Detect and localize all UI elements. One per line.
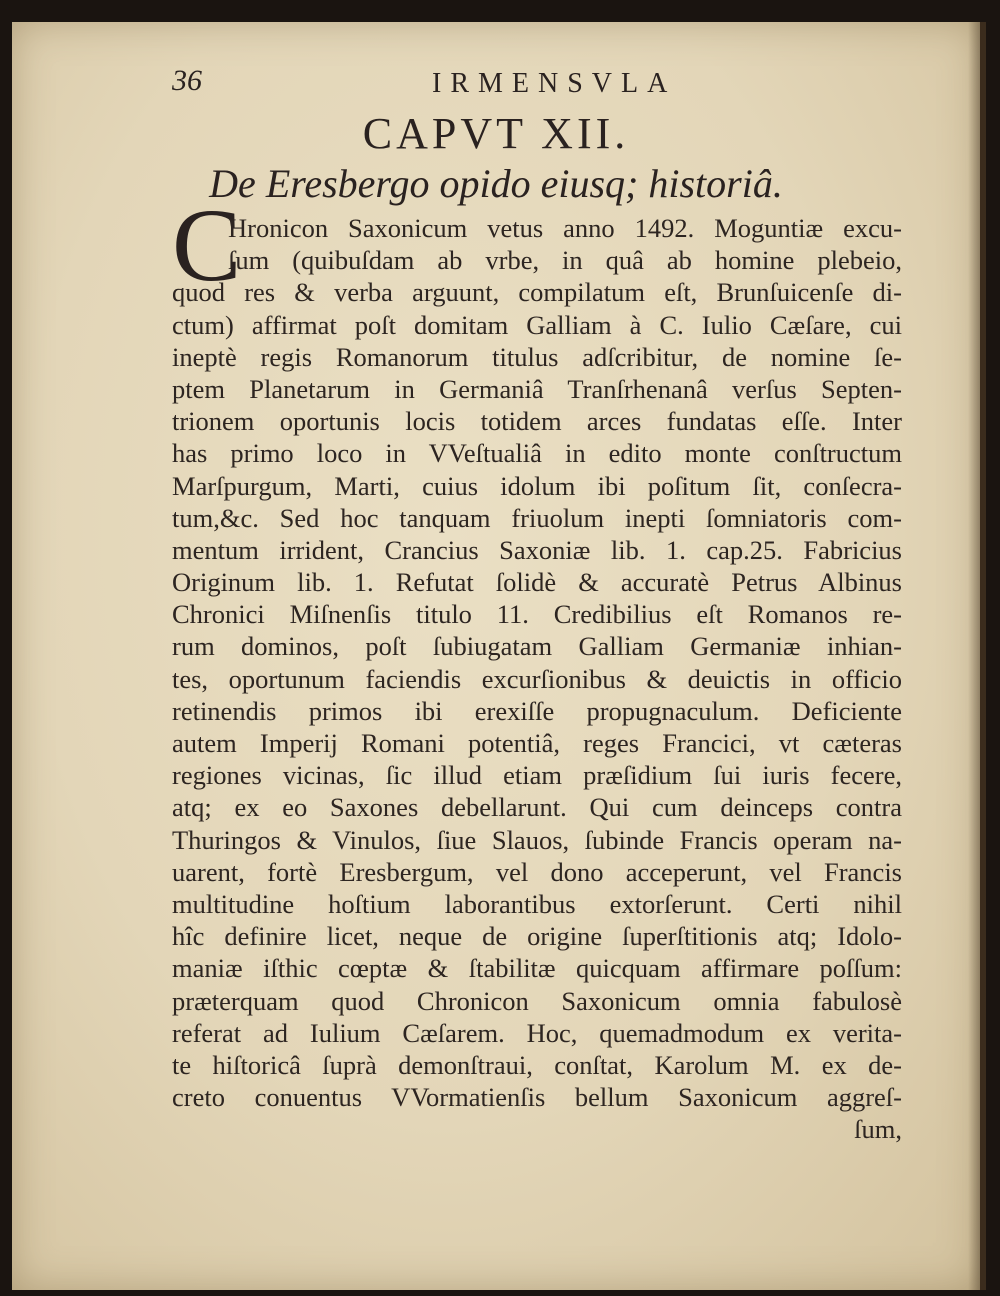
text-line: retinendis primos ibi erexiſſe propugnaculum. Deficiente [172, 695, 902, 726]
running-head: IRMENSVLA [432, 68, 677, 99]
text-line: multitudine hoſtium laborantibus extorſerunt. Certi nihil [172, 888, 902, 919]
page-gutter-shadow [968, 22, 986, 1290]
text-line: ineptè regis Romanorum titulus adſcribitur, de nomine ſe- [172, 341, 902, 372]
text-line: rum dominos, poſt ſubiugatam Galliam Germaniæ inhian- [172, 631, 902, 662]
text-line: præterquam quod Chronicon Saxonicum omnia fabulosè [172, 985, 902, 1016]
text-line: has primo loco in VVeſtualiâ in edito monte conſtructum [172, 438, 902, 469]
text-line: ſum (quibuſdam ab vrbe, in quâ ab homine plebeio, [228, 245, 902, 276]
text-line: Originum lib. 1. Refutat ſolidè & accuratè Petrus Albinus [172, 567, 902, 598]
text-line: ptem Planetarum in Germaniâ Tranſrhenanâ verſus Septen- [172, 373, 902, 404]
chapter-title: CAPVT XII. [362, 109, 630, 158]
text-line: atq; ex eo Saxones debellarunt. Qui cum deinceps contra [172, 792, 902, 823]
text-line: referat ad Iulium Cæſarem. Hoc, quemadmodum ex verita- [172, 1017, 902, 1048]
text-line: maniæ iſthic cœptæ & ſtabilitæ quicquam affirmare poſſum: [172, 953, 902, 984]
text-line: trionem oportunis locis totidem arces fundatas eſſe. Inter [172, 406, 902, 437]
body-text [172, 212, 902, 1145]
catchword: ſum, [854, 1114, 902, 1145]
text-line: creto conuentus VVormatienſis bellum Saxonicum aggreſ- [172, 1082, 902, 1113]
text-line: hîc definire licet, neque de origine ſuperſtitionis atq; Idolo- [172, 921, 902, 952]
text-line: Hronicon Saxonicum vetus anno 1492. Moguntiæ excu- [228, 213, 902, 243]
text-line: autem Imperij Romani potentiâ, reges Francici, vt cæteras [172, 728, 902, 758]
text-line: regiones vicinas, ſic illud etiam præſidium ſui iuris fecere, [172, 760, 902, 791]
text-line: mentum irrident, Crancius Saxoniæ lib. 1. cap.25. Fabricius [172, 534, 902, 565]
text-line: tum,&c. Sed hoc tanquam friuolum inepti ſomniatoris com- [172, 502, 902, 533]
text-line: Marſpurgum, Marti, cuius idolum ibi poſitum ſit, conſecra- [172, 470, 902, 501]
text-line: quod res & verba arguunt, compilatum eſt, Brunſuicenſe di- [172, 277, 902, 308]
text-line: Thuringos & Vinulos, ſiue Slauos, ſubinde Francis operam na- [172, 824, 902, 855]
chapter-subtitle: De Eresbergo opido eiusq; historiâ. [209, 161, 783, 206]
page-number: 36 [172, 64, 202, 97]
text-line: ctum) affirmat poſt domitam Galliam à C. Iulio Cæſare, cui [172, 309, 902, 340]
text-line: Chronici Miſnenſis titulo 11. Credibilius eſt Romanos re- [172, 599, 902, 630]
drop-initial: C [172, 188, 242, 303]
book-page [12, 22, 986, 1290]
text-line: uarent, fortè Eresbergum, vel dono acceperunt, vel Francis [172, 856, 902, 887]
text-line: te hiſtoricâ ſuprà demonſtraui, conſtat, Karolum M. ex de- [172, 1049, 902, 1080]
text-line: tes, oportunum faciendis excurſionibus & deuictis in officio [172, 663, 902, 694]
